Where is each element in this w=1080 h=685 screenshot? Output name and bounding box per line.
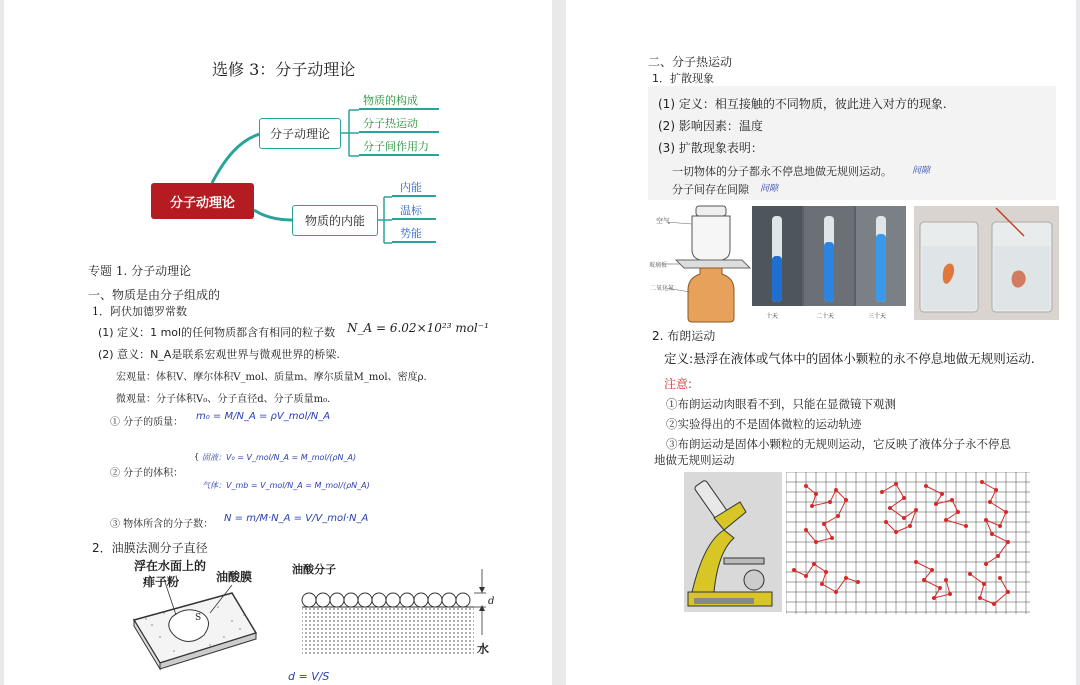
figure-label: d xyxy=(488,596,495,607)
note-item: ②实验得出的不是固体微粒的运动轨迹 xyxy=(666,417,862,431)
figure-label: 水 xyxy=(477,642,490,656)
figure-label: S xyxy=(195,613,202,623)
note-title: 注意: xyxy=(664,377,693,391)
handwritten-formula: 气体：V_mb = V_mol/N_A = M_mol/(ρN_A) xyxy=(202,481,370,490)
handwritten-formula: 固液：V₀ = V_mol/N_A = M_mol/(ρN_A) xyxy=(202,453,357,462)
note-item: 地做无规则运动 xyxy=(654,453,735,467)
micro-text: 微观量：分子体积V₀、分子直径d、分子质量m₀. xyxy=(116,394,331,405)
figure-label: 油酸膜 xyxy=(216,570,253,584)
test-tubes-photo xyxy=(752,206,906,306)
subsection-heading: 2. 布朗运动 xyxy=(652,329,716,343)
mindmap-leaf: 分子热运动 xyxy=(363,117,418,130)
right-page xyxy=(566,0,1076,685)
jar-label: 二氧化氮 xyxy=(650,285,675,292)
mindmap-leaf: 内能 xyxy=(400,181,422,194)
figure-label: 油酸分子 xyxy=(292,563,336,576)
macro-text: 宏观量：体积V、摩尔体积V_mol、质量m、摩尔质量M_mol、密度ρ. xyxy=(116,372,427,383)
definition-text: (1) 定义：1 mol的任何物质都含有相同的粒子数 xyxy=(98,326,336,339)
handwritten-formula: m₀ = M/N_A = ρV_mol/N_A xyxy=(196,411,331,422)
handwritten-note: 间隙 xyxy=(912,166,931,176)
mindmap-leaf: 分子间作用力 xyxy=(363,140,429,153)
mindmap-branch-2: 物质的内能 xyxy=(292,205,378,236)
section-heading: 二、分子热运动 xyxy=(648,55,733,69)
tube-label: 二十天 xyxy=(816,313,835,320)
subsection-heading: 1．阿伏加德罗常数 xyxy=(92,305,187,318)
handwritten-formula: d = V/S xyxy=(288,670,330,683)
note-item: ③布朗运动是固体小颗粒的无规则运动，它反映了液体分子永不停息 xyxy=(666,437,1011,451)
microscope-image xyxy=(684,472,782,612)
paragraph: 一切物体的分子都永不停息地做无规则运动。 xyxy=(672,165,892,178)
item-label: ③ 物体所含的分子数： xyxy=(110,519,214,530)
page-title: 选修 3：分子动理论 xyxy=(212,60,356,79)
figure-label: 浮在水面上的 xyxy=(134,559,207,573)
paragraph: (1) 定义：相互接触的不同物质，彼此进入对方的现象. xyxy=(658,97,947,111)
note-item: ①布朗运动肉眼看不到，只能在显微镜下观测 xyxy=(666,397,896,411)
figure-label: 痱子粉 xyxy=(143,575,180,589)
handwritten-note: 间隙 xyxy=(760,184,779,194)
item-label: ② 分子的体积： xyxy=(110,468,184,479)
section-heading: 一、物质是由分子组成的 xyxy=(88,288,221,302)
subsection-heading: 1．扩散现象 xyxy=(652,72,714,85)
paragraph: (2) 影响因素：温度 xyxy=(658,119,763,133)
mindmap-leaf: 温标 xyxy=(400,204,422,217)
beakers-photo xyxy=(914,206,1059,320)
subsection-heading: 2．油膜法测分子直径 xyxy=(92,541,208,555)
mindmap-branch-1: 分子动理论 xyxy=(259,118,341,149)
brownian-motion-grid xyxy=(786,472,1030,614)
mindmap-leaf: 势能 xyxy=(400,227,422,240)
tube-label: 三十天 xyxy=(868,313,887,320)
jar-label: 玻璃板 xyxy=(649,262,668,269)
jar-label: 空气 xyxy=(656,217,670,225)
mindmap-root: 分子动理论 xyxy=(151,183,254,219)
handwritten-formula: N = m/M·N_A = V/V_mol·N_A xyxy=(224,513,369,524)
mindmap-leaf: 物质的构成 xyxy=(363,94,418,107)
topic-heading: 专题 1. 分子动理论 xyxy=(88,264,192,278)
meaning-text: (2) 意义：N_A是联系宏观世界与微观世界的桥梁. xyxy=(98,348,340,361)
tube-label: 十天 xyxy=(766,313,779,320)
oil-film-diagram xyxy=(4,555,552,685)
item-label: ① 分子的质量： xyxy=(110,417,184,428)
left-page xyxy=(4,0,552,685)
paragraph: 分子间存在间隙 xyxy=(672,183,749,196)
handwritten-brace: { xyxy=(194,452,200,461)
avogadro-formula: N_A = 6.02×10²³ mol⁻¹ xyxy=(347,321,489,335)
definition-text: 定义:悬浮在液体或气体中的固体小颗粒的永不停息地做无规则运动. xyxy=(664,351,1035,366)
paragraph: (3) 扩散现象表明： xyxy=(658,141,763,155)
